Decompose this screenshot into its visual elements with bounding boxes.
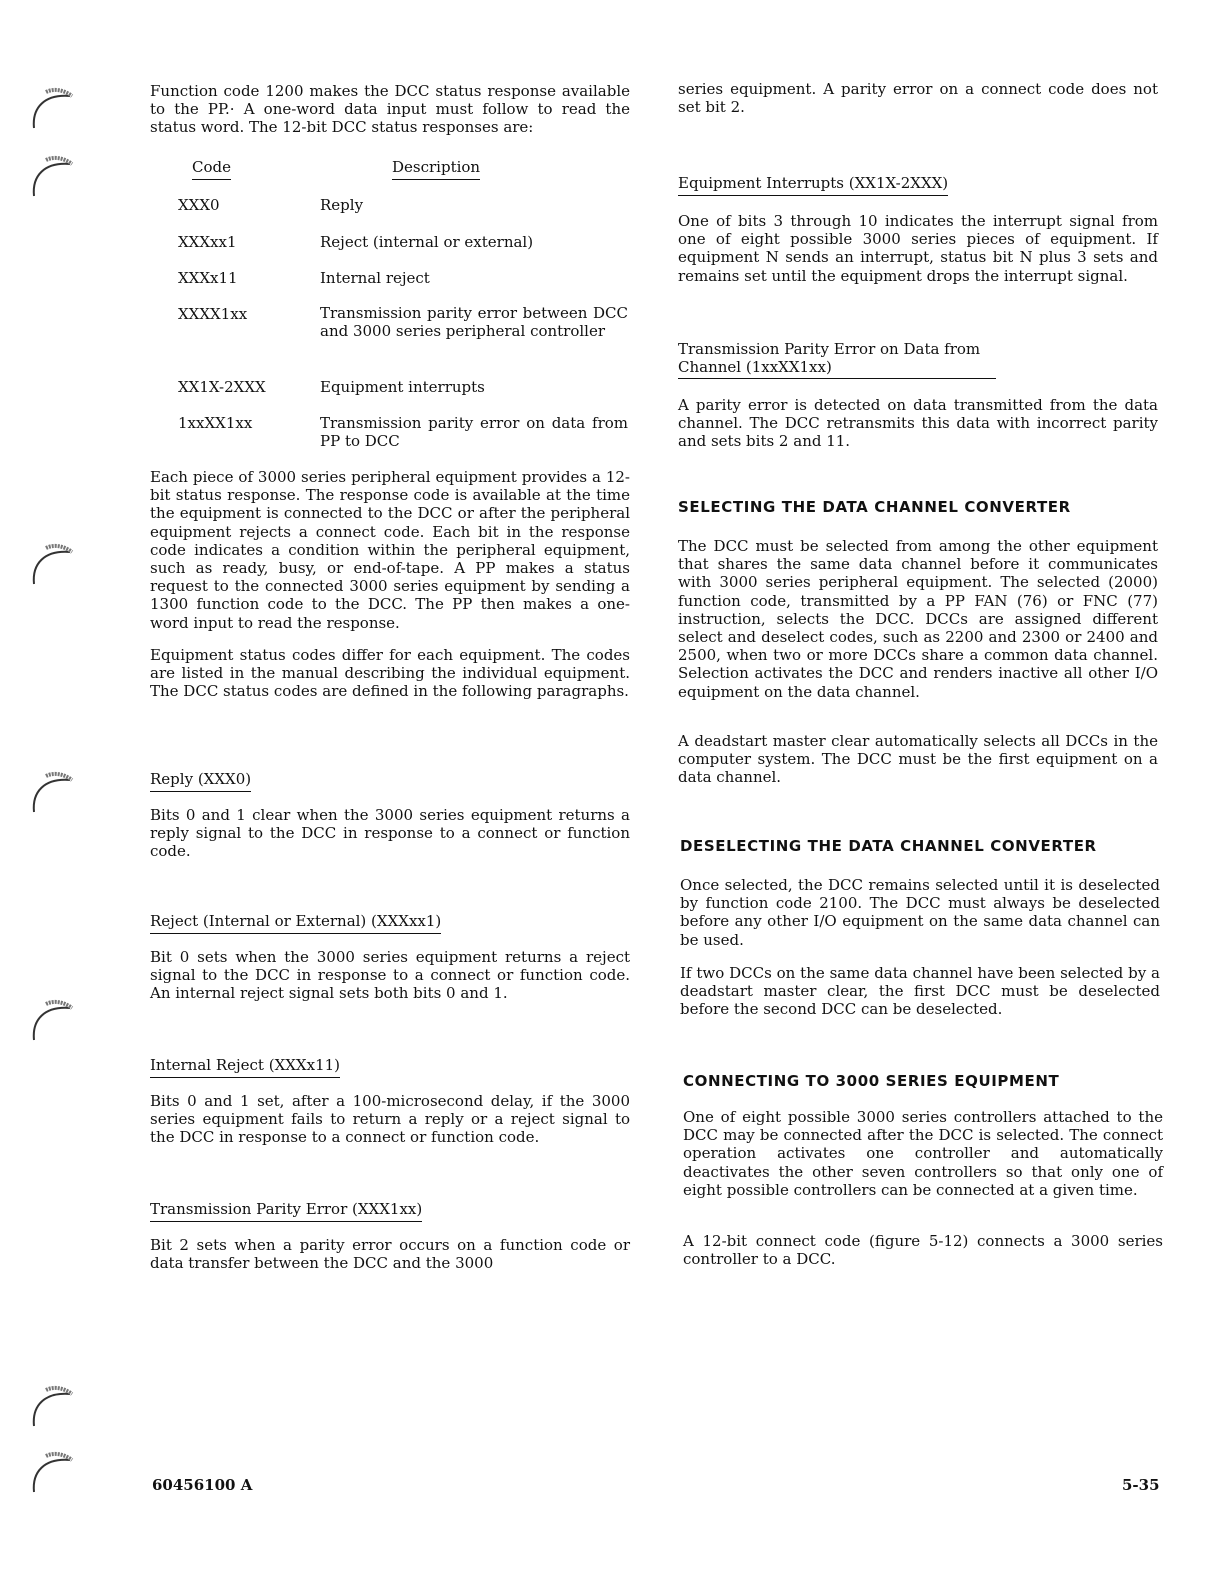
parity-error-paragraph: Bit 2 sets when a parity error occurs on a function code or data transfer between the DCC and the 3000 <box>150 1236 630 1273</box>
table-description: Reply <box>320 196 364 214</box>
internal-reject-paragraph: Bits 0 and 1 set, after a 100-microsecond delay, if the 3000 series equipment fails to return a reply or a reject signal to the DCC in response to a connect or function code. <box>150 1092 630 1147</box>
heading-line: Channel (1xxXX1xx) <box>678 358 996 379</box>
connect-code-paragraph: A 12-bit connect code (figure 5-12) connects a 3000 series controller to a DCC. <box>683 1232 1163 1269</box>
transmission-parity-paragraph: A parity error is detected on data transmitted from the data channel. The DCC retransmits this data with incorrect parity and sets bits 2 and 11. <box>678 396 1158 451</box>
status-response-paragraph: Each piece of 3000 series peripheral equipment provides a 12-bit status response. The response code is available at the time the equipment is connected to the DCC or after the peripheral equipment rejects a connect code. Each bit in the response code indicates a condition within the peripheral equipment, such as ready, busy, or end-of-tape. A PP makes a status request to the connected 3000 series equipment by sending a 1300 function code to the DCC. The PP then makes a one-word input to read the response. <box>150 468 630 632</box>
selecting-deadstart-paragraph: A deadstart master clear automatically selects all DCCs in the computer system. The DCC must be the first equipment on a data channel. <box>678 732 1158 787</box>
table-code: 1xxXX1xx <box>178 414 253 432</box>
table-description: Internal reject <box>320 269 430 287</box>
selecting-paragraph: The DCC must be selected from among the other equipment that shares the same data channel before it communicates with 3000 series peripheral equipment. The selected (2000) function code, transmitted by a PP FAN (76) or FNC (77) instruction, selects the DCC. DCCs are assigned different select and deselect codes, such as 2200 and 2300 or 2400 and 2500, when two or more DCCs share a common data channel. Selection activates the DCC and renders inactive all other I/O equipment on the data channel. <box>678 537 1158 701</box>
reject-heading: Reject (Internal or External) (XXXxx1) <box>150 912 441 934</box>
table-header-description: Description <box>392 158 480 180</box>
equipment-interrupts-heading: Equipment Interrupts (XX1X-2XXX) <box>678 174 948 196</box>
page-number: 5-35 <box>1122 1476 1160 1494</box>
equipment-interrupts-paragraph: One of bits 3 through 10 indicates the interrupt signal from one of eight possible 3000 series pieces of equipment. If equipment N sends an interrupt, status bit N plus 3 sets and remains set until the equipment drops the interrupt signal. <box>678 212 1158 285</box>
binder-hole-icon <box>26 1448 74 1496</box>
binder-hole-icon <box>26 996 74 1044</box>
table-code: XXXx11 <box>178 269 238 287</box>
deselecting-paragraph: Once selected, the DCC remains selected until it is deselected by function code 2100. The DCC must always be deselected before any other I/O equipment on the same data channel can be used. <box>680 876 1160 949</box>
intro-paragraph: Function code 1200 makes the DCC status response available to the PP.· A one-word data input must follow to read the status word. The 12-bit DCC status responses are: <box>150 82 630 137</box>
document-number: 60456100 A <box>152 1476 253 1494</box>
table-description: Equipment interrupts <box>320 378 485 396</box>
continued-paragraph: series equipment. A parity error on a connect code does not set bit 2. <box>678 80 1158 117</box>
internal-reject-heading: Internal Reject (XXXx11) <box>150 1056 340 1078</box>
connecting-section-heading: CONNECTING TO 3000 SERIES EQUIPMENT <box>683 1072 1060 1090</box>
table-code: XXXX1xx <box>178 305 248 323</box>
reply-paragraph: Bits 0 and 1 clear when the 3000 series equipment returns a reply signal to the DCC in response to a connect or function code. <box>150 806 630 861</box>
connecting-paragraph: One of eight possible 3000 series controllers attached to the DCC may be connected after the DCC is selected. The connect operation activates one controller and automatically deactivates the other seven controllers so that only one of eight possible controllers can be connected at a given time. <box>683 1108 1163 1199</box>
parity-error-heading: Transmission Parity Error (XXX1xx) <box>150 1200 422 1222</box>
reject-paragraph: Bit 0 sets when the 3000 series equipment returns a reject signal to the DCC in response to a connect or function code. An internal reject signal sets both bits 0 and 1. <box>150 948 630 1003</box>
status-code-table <box>150 158 630 451</box>
table-code: XXX0 <box>178 196 220 214</box>
table-description: Transmission parity error on data from PP to DCC <box>320 414 628 451</box>
table-description: Reject (internal or external) <box>320 233 534 251</box>
transmission-parity-heading <box>678 340 1158 379</box>
table-description: Transmission parity error between DCC and 3000 series peripheral controller <box>320 304 628 341</box>
status-codes-paragraph: Equipment status codes differ for each equipment. The codes are listed in the manual describing the individual equipment. The DCC status codes are defined in the following paragraphs. <box>150 646 630 701</box>
deselecting-two-dccs-paragraph: If two DCCs on the same data channel have been selected by a deadstart master clear, the first DCC must be deselected before the second DCC can be deselected. <box>680 964 1160 1019</box>
binder-hole-icon <box>26 768 74 816</box>
binder-hole-icon <box>26 540 74 588</box>
table-code: XX1X-2XXX <box>178 378 266 396</box>
heading-line: Transmission Parity Error on Data from <box>678 340 981 358</box>
selecting-section-heading: SELECTING THE DATA CHANNEL CONVERTER <box>678 498 1071 516</box>
deselecting-section-heading: DESELECTING THE DATA CHANNEL CONVERTER <box>680 837 1097 855</box>
binder-hole-icon <box>26 84 74 132</box>
table-header-code: Code <box>192 158 231 180</box>
reply-heading: Reply (XXX0) <box>150 770 251 792</box>
binder-hole-icon <box>26 1382 74 1430</box>
binder-hole-icon <box>26 152 74 200</box>
table-code: XXXxx1 <box>178 233 237 251</box>
